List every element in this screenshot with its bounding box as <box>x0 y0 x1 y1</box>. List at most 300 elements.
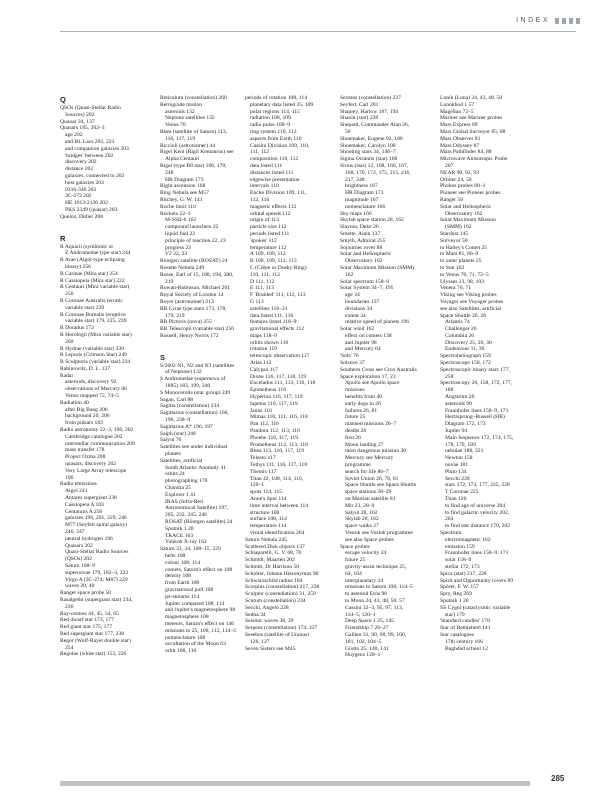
index-entry: R Arae (Algol-type eclipsing <box>60 257 125 264</box>
index-entry: Southern Cross see Crux Australis <box>340 366 417 373</box>
index-subentry: early dogs in 26 <box>345 400 381 407</box>
index-subentry: Cambridge catalogue 202 <box>65 433 123 440</box>
header-rule <box>60 31 576 32</box>
index-entry: Seismic waves 38, 39 <box>245 618 294 625</box>
index-entry: Solar wind 162 <box>340 326 375 333</box>
index-subentry: progress 23 <box>165 244 191 251</box>
index-subentry: Cassiopeia A 183 <box>65 501 104 508</box>
index-subentry: visual identification 264 <box>250 530 305 536</box>
index-entry: RR Lyrae type stars 173, 178, <box>160 305 227 312</box>
index-subentry: Hertzsprung–Russell (HR) <box>445 414 505 421</box>
index-entry: Sagittarius (constellation) 166, <box>160 410 229 417</box>
index-entry: Sedna 34 <box>245 611 266 618</box>
index-subentry: Astronomical Satellite) 197, <box>165 505 229 512</box>
index-subentry: C (Crêpe or Dusky Ring) <box>250 264 307 271</box>
index-entry: Seven Sisters see M45 <box>245 645 296 652</box>
index-entry: RR Pictoris (nova) 255 <box>160 319 212 326</box>
index-subentry: Salyut 28, 162 <box>345 509 378 516</box>
index-entry: Sirius (star) 12, 108, 166, 167, <box>340 162 409 169</box>
index-letter-heading: Q <box>60 95 66 104</box>
index-entry: to Halley's Comet 25 <box>440 244 488 251</box>
index-entry: Shoemaker, Carolyn 100 <box>340 142 396 149</box>
index-letter-heading: R <box>60 233 66 243</box>
index-subentry: magnetic effects 112 <box>250 203 297 210</box>
index-subentry: density 108 <box>165 573 191 580</box>
index-subentry: failures 26, 81 <box>345 407 378 414</box>
index-subentry: colour 108, 114 <box>165 559 201 566</box>
index-entry: S/2002 N1, N2 and N3 (satellites <box>160 362 235 369</box>
index-entry: Shapley, Harlow 187, 194 <box>340 108 399 115</box>
index-entry: Spry, Reg 269 <box>440 591 472 598</box>
index-entry: Sculptor (constellation) 31, 259 <box>245 591 316 598</box>
index-subentry: belts 108 <box>165 553 186 559</box>
index-entry: Shoemaker, Eugene 92, 100 <box>340 135 403 142</box>
index-subentry: Very Large Array telescope <box>65 467 127 474</box>
index-subentry: jet-streams 114 <box>165 593 200 600</box>
index-subentry: 236 <box>65 603 74 610</box>
index-subentry: aspects from Earth 110 <box>250 135 302 142</box>
index-entry: Rosette Nebula 249 <box>160 264 205 271</box>
index-entry: Spectroscope 158, 172 <box>440 360 491 367</box>
index-subentry: interstellar communication 208 <box>65 440 135 447</box>
index-entry: Rasalgethi (supergiant star) 234, <box>60 596 133 603</box>
index-subentry: Soviet Union 26, 78, 81 <box>345 475 399 482</box>
index-subentry: 256 <box>65 291 74 298</box>
index-subentry: HE 1013-2136 202 <box>65 200 108 207</box>
index-subentry: structure 108 <box>250 509 280 516</box>
index-subentry: M-SSII-6 162 <box>165 217 197 224</box>
index-subentry: Neptune satellites 132 <box>165 115 215 122</box>
index-subentry: radiation 108, 109 <box>250 115 291 122</box>
index-subentry: Deep Space 1 25, 145 <box>345 618 394 625</box>
index-subentry: Saturn 108–9 <box>65 563 95 569</box>
index-subentry: after Big Bang 206 <box>65 406 108 413</box>
index-entry: Rockets 22–3 <box>160 210 191 217</box>
index-subentry: to Moon 24, 43, 48, 50, 57 <box>345 597 405 604</box>
index-entry: Red dwarf star 173, 177 <box>60 617 114 624</box>
index-entry: Spectroscopy 20, 158, 172, 177, <box>440 380 513 387</box>
index-entry: Smette, Alain 137 <box>340 230 381 237</box>
index-subentry: extent 34 <box>345 312 366 319</box>
index-entry: R Horologii (Mira variable star) <box>60 331 132 338</box>
index-subentry: to find star distance 170, 202 <box>445 523 510 530</box>
page-header <box>0 0 594 40</box>
index-subentry: to find galactic velocity 202, <box>445 509 510 516</box>
index-entry: Queloz, Didier 208 <box>60 213 104 220</box>
index-entry: Mars Observer 81 <box>440 135 481 142</box>
index-subentry: Observatory 162 <box>445 210 483 217</box>
index-entry: Pioneer see Pioneer probes <box>440 190 501 197</box>
index-subentry: Cassini 32–3, 95, 97, 113, <box>345 604 404 611</box>
index-subentry: distances listed 111 <box>250 169 294 176</box>
index-subentry: 50 <box>345 128 351 135</box>
index-subentry: 178, 179, 189 <box>445 441 476 448</box>
index-entry: Scutum (constellation) 234 <box>245 597 306 604</box>
index-subentry: electromagnetic 162 <box>445 536 491 543</box>
index-entry: Saturn Nebula 245 <box>245 536 287 543</box>
index-subentry: future 25 <box>345 557 366 564</box>
index-subentry: Pandora 112, 113, 116 <box>250 428 300 435</box>
index-subentry: Quasars 202 <box>65 542 93 549</box>
index-subentry: nebulae 188, 221 <box>445 448 484 455</box>
index-subentry: planets <box>165 451 181 458</box>
index-entry: Schmidt, Maarten 202 <box>245 557 295 564</box>
index-entry: Rowan-Robinson, Michael 201 <box>160 285 231 292</box>
index-subentry: and Jupiter 98 <box>345 339 377 346</box>
index-subentry: Fraunhofer lines 158–9, 171 <box>445 407 509 414</box>
index-entry: Reticulum (constellation) 260 <box>160 95 227 101</box>
index-entry: Retrograde motion <box>160 101 203 108</box>
index-subentry: boundaries 137 <box>345 298 380 305</box>
index-entry: R Sculptoris (variable star) 234 <box>60 359 131 366</box>
index-entry: R Coronae Borealis (eruptive <box>60 311 126 318</box>
index-subentry: Space Shuttle see Space Shuttle <box>345 482 417 489</box>
index-subentry: novae 181 <box>445 462 469 469</box>
index-entry: Solar spectrum 158–9 <box>340 278 390 285</box>
index-entry: Space exploration 17, 23 <box>340 373 396 380</box>
index-subentry: magnitude 167 <box>345 196 379 203</box>
spacer <box>160 340 258 349</box>
index-header-title: INDEX <box>516 17 550 24</box>
index-subentry: orbits shown 116 <box>250 339 289 346</box>
index-subentry: ROSAT (Röntgen satellite) 24 <box>165 519 233 526</box>
index-entry: NEAR 90, 92, 93 <box>440 169 480 176</box>
index-subentry: planetary data listed 35, 109 <box>250 101 314 108</box>
index-entry: Right ascension 168 <box>160 183 206 190</box>
index-subentry: deaths 26 <box>345 428 367 435</box>
index-subentry: 258 <box>445 373 454 380</box>
index-entry: Sagitta (constellation) 234 <box>160 403 220 410</box>
index-subentry: star) 179 <box>445 611 465 618</box>
index-entry: Solar Maximum Mission <box>440 217 496 224</box>
index-columns <box>60 95 580 775</box>
index-subentry: 110, 111, 112 <box>250 271 280 278</box>
index-entry: 'Standard candles' 178 <box>440 618 490 625</box>
index-subentry: search for life 86–7 <box>345 468 389 475</box>
index-subentry: Jupiter 94 <box>445 428 468 435</box>
index-entry: Satellites see under individual <box>160 444 228 451</box>
index-subentry: Tethys 111, 116, 117, 118 <box>250 462 308 469</box>
index-subentry: 168, 170, 172, 175, 215, 216, <box>345 169 411 176</box>
index-entry: Rigel Kent (Rigil Kentaurus) see <box>160 149 234 156</box>
index-subentry: Venus mapped 72, 74–5 <box>65 393 119 400</box>
index-entry: Shepard, Commander Alan 26, <box>340 122 410 129</box>
index-subentry: missions to 25, 108, 112, 114–5 <box>165 627 237 634</box>
index-subentry: Pan 112, 116 <box>250 421 279 428</box>
index-subentry: Prometheus 112, 113, 116 <box>250 441 308 448</box>
index-entry: Sputnik 1 20 <box>440 597 469 604</box>
index-entry: Spörer, F. W. 157 <box>440 584 479 591</box>
index-subentry: mass transfer 178 <box>65 447 105 454</box>
index-subentry: gravitational effects 112 <box>250 326 305 333</box>
index-subentry: Project Ozma 208 <box>65 454 106 461</box>
index-subentry: and Jupiter's magnetosphere 98 <box>165 607 236 614</box>
index-entry: Serpens (constellation) 174, 237 <box>245 625 318 632</box>
index-subentry: missions to Saturn 108, 114–5 <box>345 584 413 591</box>
index-subentry: see also Space probes <box>345 536 394 543</box>
index-entry: Sky maps 166 <box>340 210 372 217</box>
index-subentry: Virgo A (3C-274; M87) 229 <box>65 576 128 583</box>
index-subentry: 111, 112 <box>250 149 269 156</box>
index-subentry: to asteroid Eros 90 <box>345 591 388 598</box>
index-entry: Sagittarius A* 196, 197 <box>160 423 213 430</box>
index-entry: R Hydrae (variable star) 230 <box>60 345 124 352</box>
index-subentry: Telesto 117 <box>250 455 276 462</box>
index-subentry: Giotto 25, 140, 141 <box>345 645 389 652</box>
index-subentry: Atlas 112 <box>250 360 272 367</box>
index-subentry: Alpha Centauri <box>165 156 200 163</box>
index-entry: Saiph (star) 248 <box>160 430 196 437</box>
index-entry: Seyfert, Carl 201 <box>340 101 379 108</box>
index-entry: Solar Maximum Mission (SMM) <box>340 264 415 271</box>
index-entry: Regor (Wolf-Rayet double star) <box>60 637 131 644</box>
index-subentry: (QSOs) 202 <box>65 556 92 563</box>
index-subentry: space stations 28–29 <box>345 489 392 496</box>
index-subentry: intervals 110 <box>250 183 279 190</box>
index-subentry: Rhea 113, 116, 117, 119 <box>250 448 305 455</box>
index-subentry: 114–5, 120–1 <box>345 611 376 618</box>
index-entry: Saturn 33, 34, 108–15, 229 <box>160 546 221 553</box>
index-subentry: benefits from 40 <box>345 394 382 401</box>
index-entry: R Carinae (Mira star) 254 <box>60 270 118 277</box>
index-subentry: surface 108, 114 <box>250 516 287 523</box>
index-subentry: variable star) 179, 225, 239 <box>65 318 127 325</box>
index-subentry: origin of 113 <box>250 217 280 224</box>
index-subentry: asteroids 132 <box>165 108 195 115</box>
index-subentry: Challenger 26 <box>445 326 477 333</box>
index-subentry: 1885) 183, 199, 240 <box>165 383 211 390</box>
index-subentry: meteors, Saturn's effect on 146 <box>165 620 235 627</box>
index-subentry: age 34 <box>345 292 360 299</box>
index-subentry: 207 <box>445 162 454 169</box>
index-subentry: orbits 24 <box>165 471 185 478</box>
index-subentry: Janus 116 <box>250 407 273 414</box>
index-subentry: Apollo see Apollo space <box>345 380 400 387</box>
index-subentry: Enceladus 111, 113, 116, 118 <box>250 380 316 387</box>
index-subentry: supernovae 179, 182–3, 222 <box>65 569 129 576</box>
index-subentry: orbit 108, 110 <box>165 648 197 655</box>
index-subentry: Titan 120 <box>445 496 467 503</box>
index-entry: Schwarzschild radius 184 <box>245 577 303 584</box>
index-entry: Mars Odyssey 87 <box>440 142 480 149</box>
index-subentry: 120–1 <box>250 482 264 489</box>
index-entry: to outer planets 25 <box>440 258 482 265</box>
index-subentry: Dione 116, 117, 118, 119 <box>250 373 307 380</box>
index-column-3 <box>245 95 343 652</box>
index-entry: Lunokhod 1 57 <box>440 101 475 108</box>
index-entry: Rosse, Earl of 15, 188, 194, 200, <box>160 271 234 278</box>
index-subentry: Phoebe 116, 117, 119 <box>250 434 299 441</box>
index-subentry: space walks 27 <box>345 523 379 530</box>
index-subentry: solar 158–9 <box>445 557 472 564</box>
index-entry: Star catalogues <box>440 631 475 638</box>
index-entry: see also Satellites, artificial <box>440 305 502 312</box>
index-subentry: Epimetheus 116 <box>250 387 286 394</box>
index-column-5 <box>440 95 538 652</box>
index-entry: Sigma Octantis (star) 168 <box>340 156 398 163</box>
index-subentry: maps 118–9 <box>250 332 277 339</box>
index-entry: SS Cygni (cataclysmic variable <box>440 604 511 611</box>
index-entry: Lunik (Luna) 24, 43, 48, 50 <box>440 95 503 101</box>
index-subentry: Sputnik 1 20 <box>165 525 194 532</box>
index-subentry: distance 202 <box>65 166 94 173</box>
index-entry: Rigel (type B8 star) 166, 170, <box>160 162 227 169</box>
index-subentry: programme <box>345 462 371 469</box>
index-entry: Schmitt, Dr Harrison 50 <box>245 563 300 570</box>
index-subentry: from pulsars 183 <box>65 420 103 427</box>
index-entry: Roche limit 110 <box>160 203 196 210</box>
index-subentry: and BL Lacs 202, 223 <box>65 138 115 145</box>
index-subentry: gravity-assist technique 25, <box>345 563 407 570</box>
index-entry: Voyager see Voyager probes <box>440 298 504 305</box>
index-subentry: 'spokes' 112 <box>250 237 277 244</box>
index-subentry: 205, 232, 245, 246 <box>165 512 207 519</box>
index-subentry: T Coronae 225 <box>445 489 479 496</box>
index-subentry: Algol 241 <box>65 488 88 495</box>
index-subentry: IRAS (Infra-Red <box>165 498 203 505</box>
index-entry: Orbiter 24, 50 <box>440 176 472 183</box>
index-entry: Radio astronomy 22–3, 196, 202 <box>60 427 134 434</box>
header-decoration <box>555 18 580 24</box>
index-subentry: 248 <box>165 169 174 176</box>
index-subentry: 196 <box>65 474 74 481</box>
index-entry: Stardust 145 <box>440 230 469 237</box>
index-entry: Spica (star) 217, 228 <box>440 570 487 577</box>
index-entry: Star of Bethlehem 141 <box>440 625 491 632</box>
index-entry: Red supergiant star 177, 238 <box>60 630 125 637</box>
index-subentry: Iapetus 116, 117, 119 <box>250 400 298 407</box>
index-subentry: Main Sequence 172, 174, 175, <box>445 434 514 441</box>
page-number: 285 <box>551 774 565 783</box>
index-subentry: gravitational pull 108 <box>165 586 214 593</box>
header-bar <box>555 18 559 24</box>
index-entry: QSOs (Quasi-Stellar Radio <box>60 105 121 111</box>
index-entry: Viking see Viking probes <box>440 292 497 299</box>
index-subentry: 196, 238–9 <box>165 417 191 424</box>
index-subentry: 'bridges' between 202 <box>65 152 114 159</box>
index-subentry: missions <box>345 387 365 394</box>
index-entry: Sojourner rover 88 <box>340 244 383 251</box>
index-subentry: occultation of the Moon 63 <box>165 641 226 648</box>
index-subentry: particle size 112 <box>250 224 287 231</box>
index-subentry: Huygens 120–1 <box>345 652 381 659</box>
index-subentry: 64, 164 <box>345 570 362 577</box>
index-subentry: A 109, 109, 112 <box>250 251 286 258</box>
index-subentry: M77 (Seyfert spiral galaxy) <box>65 522 127 529</box>
index-subentry: asteroids 90 <box>445 400 472 407</box>
index-subentry: (SMM) 162 <box>445 224 472 231</box>
index-subentry: South Atlantic Anomaly 41 <box>165 464 227 471</box>
index-subentry: Cassini Division 109, 110, <box>250 142 310 149</box>
index-subentry: 254 <box>65 644 74 651</box>
index-entry: Skylab space station 28, 162 <box>340 217 404 224</box>
index-subentry: Ångström 20 <box>445 394 475 401</box>
index-subentry: E 111, 113 <box>250 285 274 292</box>
index-entry: Phobos probes 80–1 <box>440 183 486 190</box>
index-entry: Radio emissions <box>60 481 97 488</box>
index-subentry: stellar 172, 173 <box>445 563 480 570</box>
index-entry: Spectrum <box>440 530 462 536</box>
index-entry: Schröter, Johann Hieronymus 90 <box>245 570 319 577</box>
index-subentry: on Martian satellite 81 <box>345 496 396 503</box>
index-entry: Ulysses 23, 98, 103 <box>440 278 484 285</box>
index-subentry: photographing 170 <box>165 478 208 485</box>
index-entry: Sagan, Carl 88 <box>160 396 194 403</box>
index-subentry: orbital speeds 112 <box>250 210 291 217</box>
header-bar <box>576 18 580 24</box>
index-column-2 <box>160 95 258 655</box>
index-entry: to Mars 81, 86–9 <box>440 251 479 258</box>
index-subentry: Mir 23, 28–9 <box>345 502 375 509</box>
index-entry: Smyth, Admiral 255 <box>340 237 386 244</box>
index-subentry: Venus 70 <box>165 122 186 129</box>
index-entry: Ranger space probe 50 <box>60 590 112 597</box>
index-subentry: variable star) 239 <box>65 304 105 311</box>
index-subentry: Jupiter compared 108, 114 <box>165 600 225 607</box>
index-subentry: Z Andromedae type star) 244 <box>65 250 131 257</box>
index-entry: Mariner see Mariner probes <box>440 115 503 122</box>
index-subentry: Discovery 25, 26, 30 <box>445 339 492 346</box>
index-entry: Ranger 50 <box>440 196 464 203</box>
index-column-4 <box>340 95 438 659</box>
index-entry: Spirit and Opportunity rovers 89 <box>440 577 514 584</box>
index-subentry: escape velocity 24 <box>345 550 387 557</box>
index-subentry: 101, 102, 104–5 <box>345 638 382 645</box>
index-subentry: 219 <box>165 278 174 285</box>
index-entry: Red giant star 175, 177 <box>60 624 113 631</box>
index-entry: R Doradus 172 <box>60 325 94 332</box>
index-subentry: Titan 42, 108, 114, 116, <box>250 475 304 482</box>
index-subentry: waves 20, 40 <box>65 583 95 590</box>
index-column-1 <box>60 95 158 658</box>
index-subentry: principle of reaction 22, 23 <box>165 237 226 244</box>
index-subentry: data listed 111, 116 <box>250 312 294 319</box>
index-subentry: Pluto 134 <box>445 468 467 475</box>
index-subentry: liquid fuel 22 <box>165 230 196 237</box>
index-entry: R Aquarii (symbiotic or <box>60 243 114 250</box>
index-entry: R Cassiopeia (Mira star) 222 <box>60 277 125 284</box>
index-entry: Royal Society of London 14 <box>160 292 224 299</box>
index-entry: Spectroheliograph 159 <box>440 353 491 360</box>
index-letter-heading: S <box>160 352 166 362</box>
index-subentry: nomenclature 108 <box>165 634 206 641</box>
index-subentry: 112, 116 <box>250 196 270 203</box>
index-subentry: 126, 127 <box>250 638 270 645</box>
index-subentry: Columbia 26 <box>445 332 475 339</box>
index-subentry: temperature 114 <box>250 523 287 530</box>
index-entry: Shaula (star) 238 <box>340 115 379 122</box>
index-subentry: Yohkoh X-ray 162 <box>165 539 207 546</box>
index-subentry: Friendship 7 26–27 <box>345 625 389 632</box>
index-subentry: age 202 <box>65 132 83 139</box>
index-entry: Scorpius (constellation) 217, 238 <box>245 584 320 591</box>
index-subentry: effect on comets 138 <box>345 332 392 339</box>
index-subentry: TRACE 163 <box>165 532 194 539</box>
index-subentry: 260 <box>65 338 74 345</box>
index-entry: Ray-centres 44, 45, 54, 65 <box>60 610 119 617</box>
index-subentry: Atlantis 74 <box>445 319 470 326</box>
index-entry: RR Telescopii (variable star) 256 <box>160 326 235 333</box>
index-subentry: temperature 112 <box>250 244 287 251</box>
index-entry: Sextans (constellation) 227 <box>340 95 401 101</box>
index-subentry: ring system 110, 113 <box>250 128 297 135</box>
index-subentry: telescopic observation 117 <box>250 353 310 360</box>
index-subentry: binary) 256 <box>65 263 91 270</box>
index-entry: Satellites, artificial <box>160 457 203 464</box>
index-subentry: polar regions 114, 115 <box>250 108 300 115</box>
index-subentry: G 113 <box>250 298 264 305</box>
index-entry: periods of rotation 108, 114 <box>245 95 308 101</box>
